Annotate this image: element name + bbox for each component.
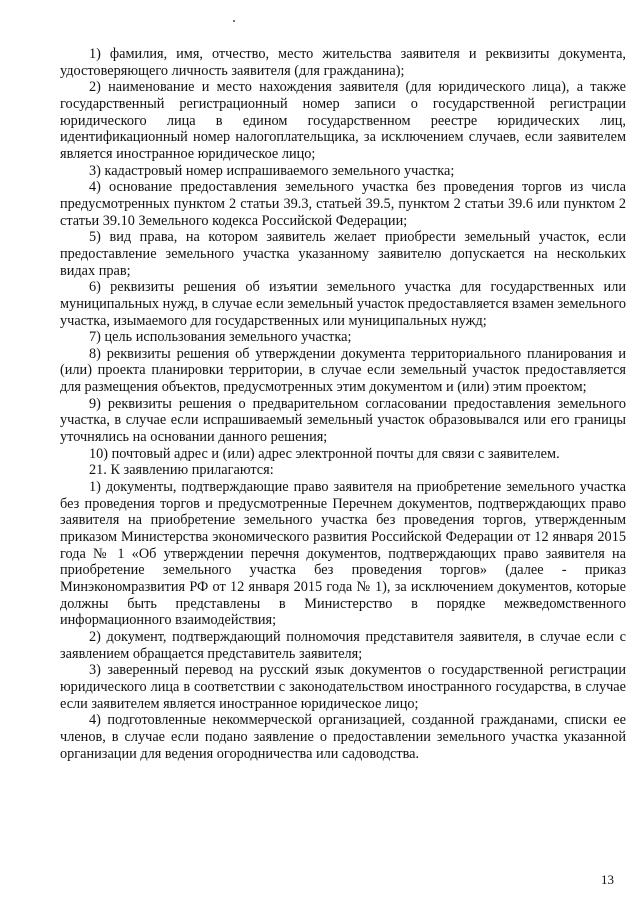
attachment-item-3: 3) заверенный перевод на русский язык документов о государственной регистрации юридического лица в соответствии с законодательством иностранного государства, в случае если заявителем является иностранное юридическое лицо; — [60, 662, 626, 712]
body-text — [60, 46, 626, 762]
paragraph-item-10: 10) почтовый адрес и (или) адрес электронной почты для связи с заявителем. — [89, 445, 560, 462]
attachment-item-1: 1) документы, подтверждающие право заявителя на приобретение земельного участка без проведения торгов и предусмотренные Перечнем документов, подтверждающих право заявителя на приобретение земельного участка без проведения торгов, утвержденным приказом Министерства экономического развития Российской Федерации от 12 января 2015 года № 1 «Об утверждении перечня документов, подтверждающих право заявителя на приобретение земельного участка без проведения торгов» (далее - приказ Минэкономразвития РФ от 12 января 2015 года № 1), за исключением документов, которые должны быть представлены в Министерство в порядке межведомственного информационного взаимодействия; — [60, 479, 626, 629]
page-number: 13 — [601, 872, 614, 887]
paragraph-item-5: 5) вид права, на котором заявитель желает приобрести земельный участок, если предоставление земельного участка указанному заявителю допускается на нескольких видах прав; — [60, 229, 626, 279]
paragraph-item-3: 3) кадастровый номер испрашиваемого земельного участка; — [89, 162, 455, 179]
paragraph-section-21: 21. К заявлению прилагаются: — [89, 462, 274, 479]
paragraph-item-4: 4) основание предоставления земельного участка без проведения торгов из числа предусмотренных пунктом 2 статьи 39.3, статьей 39.5, пунктом 2 статьи 39.6 или пунктом 2 статьи 39.10 Земельного кодекса Российской Федерации; — [60, 179, 626, 229]
paragraph-item-1: 1) фамилия, имя, отчество, место жительства заявителя и реквизиты документа, удостоверяющего личность заявителя (для гражданина); — [60, 46, 626, 79]
paragraph-item-7: 7) цель использования земельного участка; — [89, 329, 352, 346]
paragraph-item-6: 6) реквизиты решения об изъятии земельного участка для государственных или муниципальных нужд, в случае если земельный участок предоставляется взамен земельного участка, изымаемого для государственных или муниципальных нужд; — [60, 279, 626, 329]
paragraph-item-9: 9) реквизиты решения о предварительном согласовании предоставления земельного участка, в случае если испрашиваемый земельный участок образовывался или его границы уточнялись на основании данного решения; — [60, 395, 626, 446]
scan-speck — [233, 20, 235, 22]
paragraph-item-8: 8) реквизиты решения об утверждении документа территориального планирования и (или) проекта планировки территории, в случае если земельный участок предоставляется для размещения объектов, предусмотренных этим документом и (или) этим проектом; — [60, 345, 626, 396]
paragraph-item-2: 2) наименование и место нахождения заявителя (для юридического лица), а также государственный регистрационный номер записи о государственной регистрации юридического лица в едином государственном реестре юридических лиц, идентификационный номер налогоплательщика, за исключением случаев, если заявителем является иностранное юридическое лицо; — [60, 79, 626, 162]
attachment-item-2: 2) документ, подтверждающий полномочия представителя заявителя, в случае если с заявлением обращается представитель заявителя; — [60, 628, 626, 662]
attachment-item-4: 4) подготовленные некоммерческой организацией, созданной гражданами, списки ее членов, в случае если подано заявление о предоставлении земельного участка указанной организации для ведения огородничества или садоводства. — [60, 712, 626, 762]
